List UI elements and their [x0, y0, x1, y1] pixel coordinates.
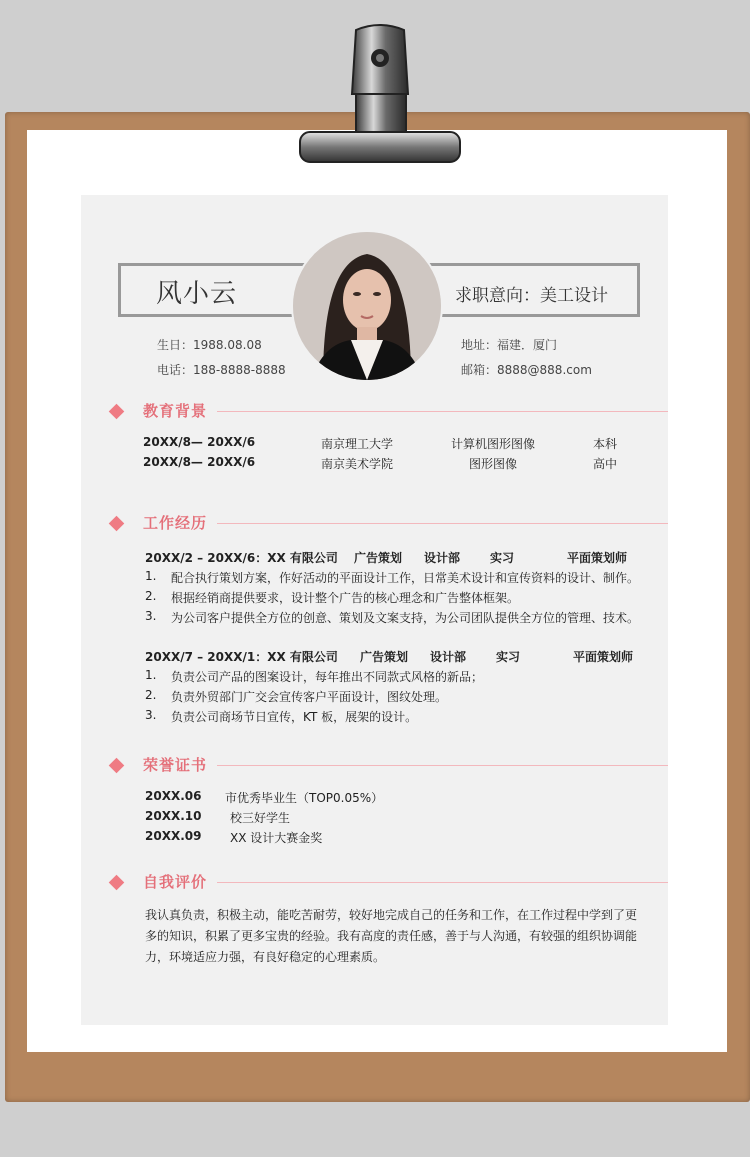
list-number: 1. — [145, 569, 157, 583]
section-title: 工作经历 — [143, 514, 208, 532]
resume-panel — [81, 195, 668, 1025]
edu-degree: 高中 — [593, 457, 618, 471]
job-dept: 设计部 — [424, 551, 461, 565]
binder-clip-icon — [284, 22, 464, 172]
list-item: 负责公司商场节日宣传，KT 板，展架的设计。 — [171, 710, 418, 724]
job-role: 平面策划师 — [573, 650, 634, 664]
candidate-name: 风小云 — [156, 279, 238, 309]
honor-date: 20XX.10 — [145, 809, 202, 823]
self-evaluation-text: 我认真负责，积极主动，能吃苦耐劳，较好地完成自己的任务和工作，在工作过程中学到了更多的知识，积累了更多宝贵的经验。我有高度的责任感，善于与人沟通，有较强的组织协调能力，环境适应力强，有良好稳定的心理素质。 — [145, 908, 638, 964]
diamond-icon — [109, 516, 125, 532]
job-dept: 设计部 — [430, 650, 467, 664]
section-title: 教育背景 — [143, 402, 208, 420]
edu-period: 20XX/8— 20XX/6 — [143, 435, 256, 449]
section-honors — [106, 754, 668, 776]
edu-degree: 本科 — [593, 437, 618, 451]
email: 邮箱：8888@888.com — [461, 363, 592, 377]
edu-major: 计算机图形图像 — [451, 437, 536, 451]
divider — [217, 882, 668, 883]
list-number: 1. — [145, 668, 157, 682]
edu-school: 南京美术学院 — [321, 457, 394, 471]
birth-date: 生日：1988.08.08 — [157, 338, 262, 352]
job-dept: 广告策划 — [360, 650, 409, 664]
honor-text: 市优秀毕业生（TOP0.05%） — [225, 791, 384, 805]
phone-number: 电话：188-8888-8888 — [157, 363, 286, 377]
edu-period: 20XX/8— 20XX/6 — [143, 455, 256, 469]
divider — [217, 411, 668, 412]
job-header: 20XX/2 – 20XX/6：XX 有限公司 — [145, 551, 338, 565]
divider — [217, 765, 668, 766]
edu-major: 图形图像 — [469, 457, 518, 471]
list-number: 2. — [145, 688, 157, 702]
job-header: 20XX/7 – 20XX/1：XX 有限公司 — [145, 650, 338, 664]
diamond-icon — [109, 875, 125, 891]
section-self-evaluation — [106, 871, 668, 893]
list-item: 为公司客户提供全方位的创意、策划及文案支持，为公司团队提供全方位的管理、技术。 — [171, 611, 640, 625]
job-role: 平面策划师 — [567, 551, 628, 565]
job-dept: 广告策划 — [354, 551, 403, 565]
divider — [217, 523, 668, 524]
diamond-icon — [109, 758, 125, 774]
honor-text: 校三好学生 — [230, 811, 291, 825]
job-type: 实习 — [490, 551, 515, 565]
section-title: 自我评价 — [143, 873, 208, 891]
portrait-icon — [293, 232, 441, 380]
list-number: 2. — [145, 589, 157, 603]
section-education — [106, 400, 668, 422]
address: 地址：福建．厦门 — [461, 338, 558, 352]
job-intent: 求职意向：美工设计 — [455, 286, 608, 306]
list-item: 配合执行策划方案，作好活动的平面设计工作，日常美术设计和宣传资料的设计、制作。 — [171, 571, 640, 585]
profile-photo — [291, 230, 443, 382]
section-work — [106, 512, 668, 534]
job-type: 实习 — [496, 650, 521, 664]
edu-school: 南京理工大学 — [321, 437, 394, 451]
section-title: 荣誉证书 — [143, 756, 208, 774]
honor-date: 20XX.06 — [145, 789, 202, 803]
honor-date: 20XX.09 — [145, 829, 202, 843]
list-item: 负责外贸部门广交会宣传客户平面设计，图纹处理。 — [171, 690, 448, 704]
list-item: 根据经销商提供要求，设计整个广告的核心理念和广告整体框架。 — [171, 591, 520, 605]
list-number: 3. — [145, 708, 157, 722]
diamond-icon — [109, 404, 125, 420]
list-number: 3. — [145, 609, 157, 623]
list-item: 负责公司产品的图案设计，每年推出不同款式风格的新品； — [171, 670, 484, 684]
honor-text: XX 设计大赛金奖 — [230, 831, 323, 845]
